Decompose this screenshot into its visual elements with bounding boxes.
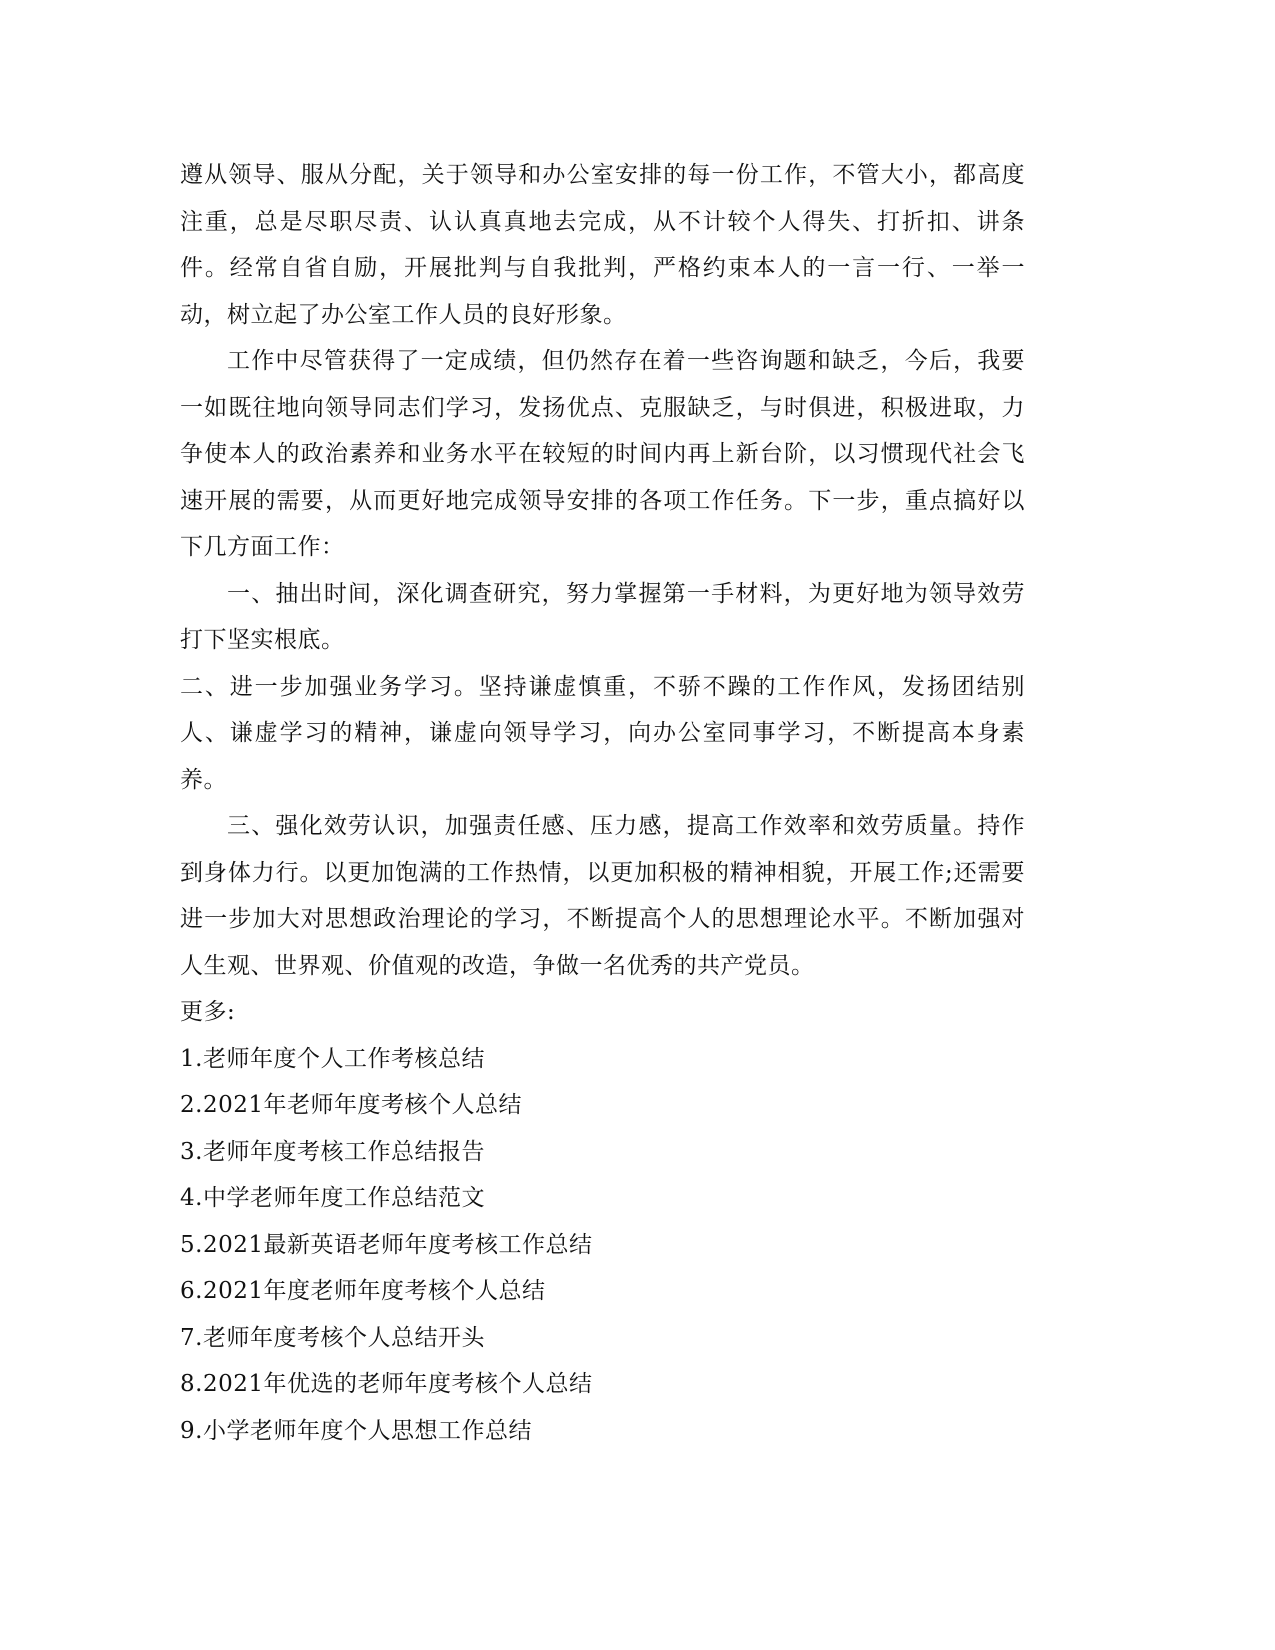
related-link[interactable]: 6.2021年度老师年度考核个人总结 bbox=[180, 1278, 546, 1304]
related-link[interactable]: 9.小学老师年度个人思想工作总结 bbox=[180, 1417, 532, 1444]
more-label: 更多: bbox=[180, 999, 236, 1025]
related-link[interactable]: 1.老师年度个人工作考核总结 bbox=[180, 1045, 485, 1072]
related-link[interactable]: 5.2021最新英语老师年度考核工作总结 bbox=[180, 1231, 593, 1258]
related-link[interactable]: 2.2021年老师年度考核个人总结 bbox=[180, 1092, 522, 1118]
body-paragraph: 三、强化效劳认识，加强责任感、压力感，提高工作效率和效劳质量。持作到身体力行。以更加饱满的工作热情，以更加积极的精神相貌，开展工作;还需要进一步加大对思想政治理论的学习，不断提高个人的思想理论水平。不断加强对人生观、世界观、价值观的改造，争做一名优秀的共产党员。 bbox=[180, 813, 1025, 979]
related-link[interactable]: 3.老师年度考核工作总结报告 bbox=[180, 1138, 485, 1165]
document-page bbox=[180, 152, 1025, 1454]
related-link[interactable]: 8.2021年优选的老师年度考核个人总结 bbox=[180, 1371, 593, 1397]
body-paragraph: 一、抽出时间，深化调查研究，努力掌握第一手材料，为更好地为领导效劳打下坚实根底。 bbox=[180, 580, 1025, 653]
related-link[interactable]: 7.老师年度考核个人总结开头 bbox=[180, 1324, 485, 1351]
body-paragraph: 二、进一步加强业务学习。坚持谦虚慎重，不骄不躁的工作作风，发扬团结别人、谦虚学习的精神，谦虚向领导学习，向办公室同事学习，不断提高本身素养。 bbox=[180, 673, 1025, 793]
related-link[interactable]: 4.中学老师年度工作总结范文 bbox=[180, 1185, 485, 1211]
body-paragraph: 遵从领导、服从分配，关于领导和办公室安排的每一份工作，不管大小，都高度注重，总是尽职尽责、认认真真地去完成，从不计较个人得失、打折扣、讲条件。经常自省自励，开展批判与自我批判，严格约束本人的一言一行、一举一动，树立起了办公室工作人员的良好形象。 bbox=[180, 162, 1025, 328]
body-paragraph: 工作中尽管获得了一定成绩，但仍然存在着一些咨询题和缺乏，今后，我要一如既往地向领导同志们学习，发扬优点、克服缺乏，与时俱进，积极进取，力争使本人的政治素养和业务水平在较短的时间内再上新台阶，以习惯现代社会飞速开展的需要，从而更好地完成领导安排的各项工作任务。下一步，重点搞好以下几方面工作： bbox=[180, 348, 1025, 560]
